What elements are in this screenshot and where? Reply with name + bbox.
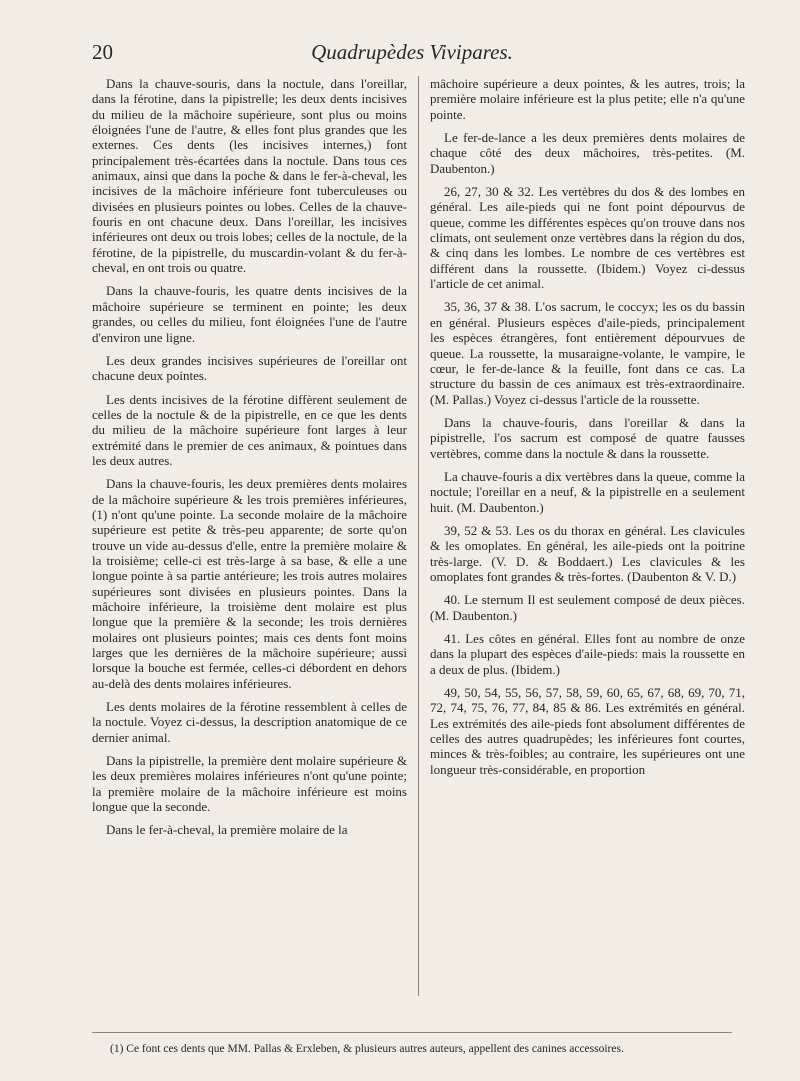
paragraph: mâchoire supérieure a deux pointes, & les autres, trois; la première molaire inférieure est la plus petite; elle n'a qu'une pointe.	[430, 76, 745, 122]
page-number: 20	[92, 40, 113, 64]
running-title: Quadrupèdes Vivipares.	[311, 40, 513, 64]
paragraph: Dans la chauve-souris, dans la noctule, dans l'oreillar, dans la férotine, dans la pipistrelle; les deux dents incisives du milieu de la mâchoire supérieure, sont plus ou moins éloignées l'une de l'autre, & elles font plus grandes que les externes. Ces dents (les incisives internes,) font principalement très-écartées dans la noctule. Dans tous ces animaux, ainsi que dans la poche & dans le fer-à-cheval, les incisives de la mâchoire inférieure font tuberculeuses ou divisées en plusieurs pointes ou lobes. Celles de la chauve-fouris en ont chacune deux. Dans l'oreillar, les incisives inférieures ont deux ou trois lobes; celles de la noctule, de la férotine, de la pipistrelle, du muscardin-volant & du fer-à-cheval, en ont trois ou quatre.	[92, 76, 407, 276]
right-column	[430, 76, 745, 1048]
paragraph: Dans la pipistrelle, la première dent molaire supérieure & les deux premières molaires inférieures n'ont qu'une pointe; la première molaire de la mâchoire inférieure est moins longue que la seconde.	[92, 753, 407, 815]
paragraph: Dans la chauve-fouris, dans l'oreillar & dans la pipistrelle, l'os sacrum est composé de quatre fausses vertèbres, comme dans la noctule & dans la roussette.	[430, 414, 745, 461]
page-header	[92, 40, 732, 70]
paragraph: Les dents incisives de la férotine diffèrent seulement de celles de la noctule & de la pipistrelle, en ce que les dents du milieu de la mâchoire supérieure font larges à leur extrémité dans le premier de ces animaux, & pointues dans les deux autres.	[92, 391, 407, 468]
footnote-divider	[92, 1032, 732, 1033]
paragraph: Les deux grandes incisives supérieures de l'oreillar ont chacune deux pointes.	[92, 352, 407, 384]
footnote: (1) Ce font ces dents que MM. Pallas & Erxleben, & plusieurs autres auteurs, appellent des canines accessoires.	[110, 1043, 624, 1055]
paragraph: La chauve-fouris a dix vertèbres dans la queue, comme la noctule; l'oreillar en a neuf, & la pipistrelle en a seulement huit. (M. Daubenton.)	[430, 468, 745, 515]
paragraph: 41. Les côtes en général. Elles font au nombre de onze dans la plupart des espèces d'aile-pieds: mais la roussette en a deux de plus. (Ibidem.)	[430, 631, 745, 677]
paragraph: 49, 50, 54, 55, 56, 57, 58, 59, 60, 65, 67, 68, 69, 70, 71, 72, 74, 75, 76, 77, 84, 85 & 86. Les extrémités en général. Les extrémités des aile-pieds font absolument différentes de celles des autres quadrupèdes; les inférieures font courtes, minces & très-foibles; au contraire, les supérieures ont une longueur très-considérable, en proportion	[430, 685, 745, 777]
paragraph: 39, 52 & 53. Les os du thorax en général. Les clavicules & les omoplates. En général, les aile-pieds ont la poitrine très-large. (V. D. & Boddaert.) Les clavicules & les omoplates font grandes & très-fortes. (Daubenton & V. D.)	[430, 522, 745, 584]
column-divider	[418, 76, 419, 996]
left-column	[92, 76, 407, 1048]
paragraph: Dans le fer-à-cheval, la première molaire de la	[106, 822, 348, 838]
paragraph: Dans la chauve-fouris, les deux premières dents molaires de la mâchoire supérieure & les trois premières inférieures, (1) n'ont qu'une pointe. La seconde molaire de la mâchoire supérieure est petite & très-peu apparente; de sorte qu'on trouve un vide au-dessus d'elle, entre la première molaire & la troisième; celle-ci est très-large à sa base, & elle a une longue pointe à sa partie antérieure; les trois autres molaires supérieures sont divisées en plusieurs pointes. Dans la mâchoire inférieure, la troisième dent molaire est plus longue que la première & la seconde; les trois dernières molaires ont plusieurs pointes; mais ces dents font moins larges que les dernières de la mâchoire supérieure; aussi lorsque la bouche est fermée, celles-ci débordent en dehors au-delà des dents molaires inférieures.	[92, 476, 407, 691]
paragraph: Le fer-de-lance a les deux premières dents molaires de chaque côté des deux mâchoires, très-petites. (M. Daubenton.)	[430, 130, 745, 176]
paragraph: 40. Le sternum Il est seulement composé de deux pièces. (M. Daubenton.)	[430, 592, 745, 623]
paragraph: Les dents molaires de la férotine ressemblent à celles de la noctule. Voyez ci-dessus, la description anatomique de ce dernier animal.	[92, 699, 407, 745]
paragraph: 35, 36, 37 & 38. L'os sacrum, le coccyx; les os du bassin en général. Plusieurs espèces d'aile-pieds, principalement les espèces étrangères, font entièrement dépourvues de queue. La roussette, la musaraigne-volante, le vampire, le cœur, le fer-de-lance & la feuille, font dans ce cas. La structure du bassin de ces animaux est très-extraordinaire. (M. Pallas.) Voyez ci-dessus l'article de la roussette.	[430, 299, 745, 407]
paragraph: Dans la chauve-fouris, les quatre dents incisives de la mâchoire supérieure se terminent en pointe; les deux grandes, ou celles du milieu, font éloignées l'une de l'autre d'environ une ligne.	[92, 283, 407, 345]
paragraph: 26, 27, 30 & 32. Les vertèbres du dos & des lombes en général. Les aile-pieds qui ne font point dépourvus de queue, comme les différentes espèces qu'on trouve dans nos climats, ont seulement onze vertèbres dans la région du dos, & cinq dans les lombes. Le nombre de ces vertèbres est différent dans la roussette. (Ibidem.) Voyez ci-dessus l'article de cet animal.	[430, 184, 745, 292]
